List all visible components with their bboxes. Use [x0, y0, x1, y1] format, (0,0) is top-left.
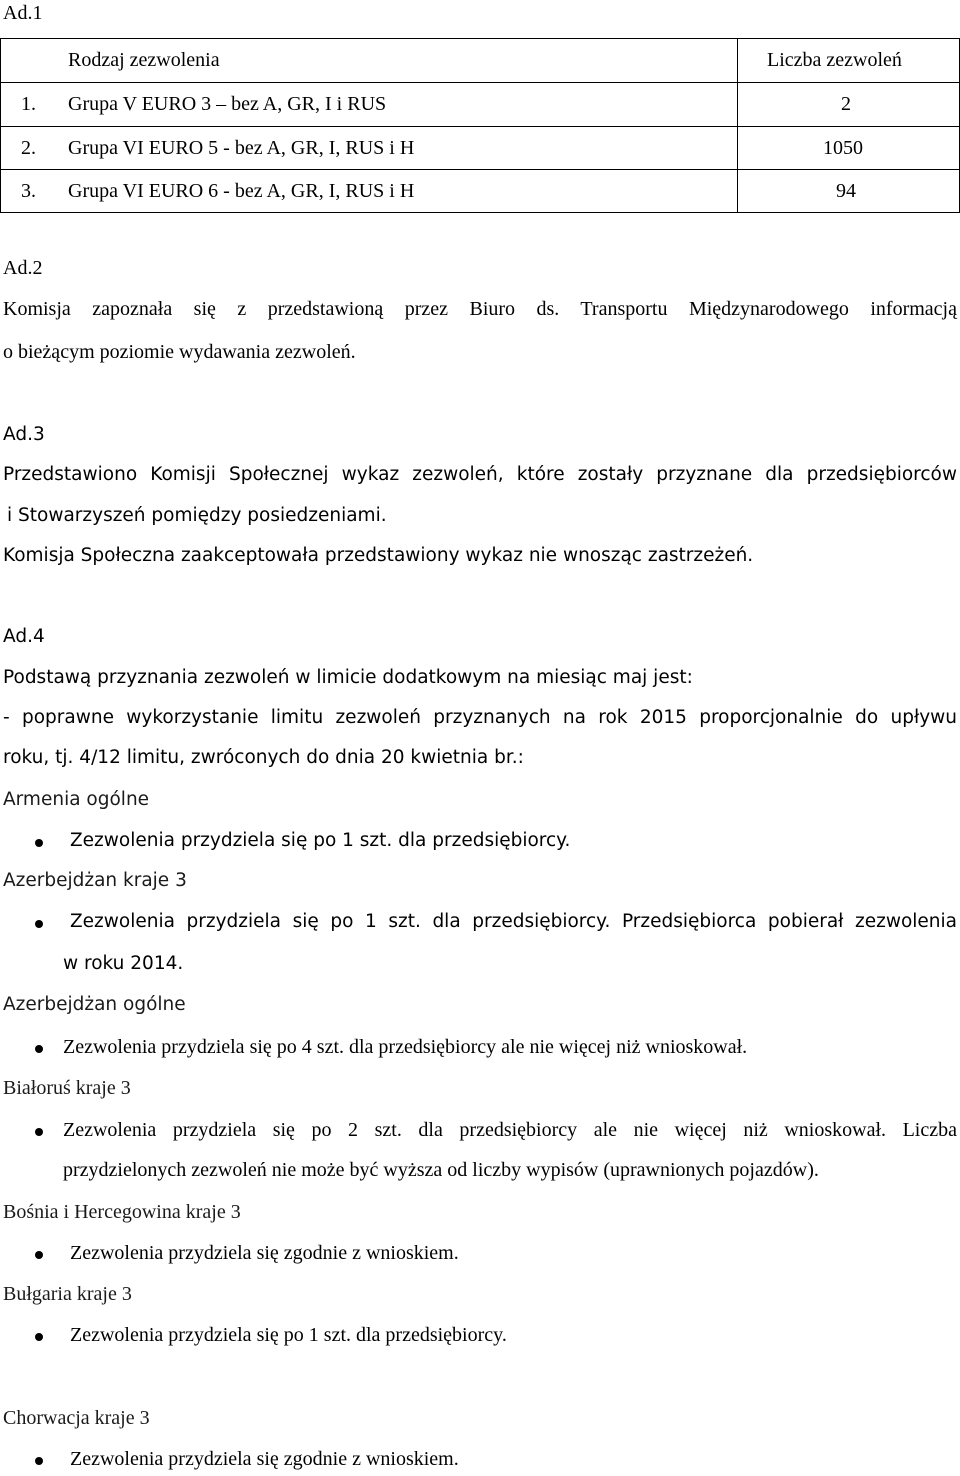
- table-header-count: Liczba zezwoleń: [767, 49, 902, 71]
- ad3-text-line2: i Stowarzyszeń pomiędzy posiedzeniami.: [7, 505, 387, 526]
- ad4-intro: Podstawą przyznania zezwoleń w limicie dodatkowym na miesiąc maj jest:: [3, 667, 693, 688]
- section-line: przydzielonych zezwoleń nie może być wyższa od liczby wypisów (uprawnionych pojazdów).: [63, 1159, 819, 1181]
- bullet-icon: [35, 1333, 43, 1341]
- ad2-title: Ad.2: [3, 257, 43, 279]
- section-heading-bosnia: Bośnia i Hercegowina kraje 3: [3, 1201, 241, 1223]
- section-heading-azerbaijan-general: Azerbejdżan ogólne: [3, 994, 186, 1015]
- row-type: Grupa V EURO 3 – bez A, GR, I i RUS: [68, 93, 387, 115]
- bullet-icon: [35, 1251, 43, 1259]
- section-line: Zezwolenia przydziela się po 4 szt. dla przedsiębiorcy ale nie więcej niż wnioskował.: [63, 1036, 748, 1058]
- section-heading-bulgaria: Bułgaria kraje 3: [3, 1283, 132, 1305]
- section-heading-azerbaijan-3: Azerbejdżan kraje 3: [3, 870, 187, 891]
- section-line: w roku 2014.: [63, 953, 184, 974]
- section-line: Zezwolenia przydziela się po 1 szt. dla przedsiębiorcy.: [70, 1324, 507, 1346]
- row-number: 1.: [21, 93, 36, 115]
- row-count: 94: [836, 180, 856, 202]
- permits-table: [0, 38, 960, 213]
- ad2-text-line1: Komisja zapoznała się z przedstawioną przez Biuro ds. Transportu Międzynarodowego informacją: [3, 298, 957, 320]
- ad3-text-line3: Komisja Społeczna zaakceptowała przedstawiony wykaz nie wnosząc zastrzeżeń.: [3, 545, 754, 566]
- ad4-rule-line2: roku, tj. 4/12 limitu, zwróconych do dnia 20 kwietnia br.:: [3, 747, 524, 768]
- ad4-rule-line1: - poprawne wykorzystanie limitu zezwoleń przyznanych na rok 2015 proporcjonalnie do upływu: [3, 707, 957, 728]
- row-type: Grupa VI EURO 5 - bez A, GR, I, RUS i H: [68, 137, 415, 159]
- ad2-text-line2: o bieżącym poziomie wydawania zezwoleń.: [3, 341, 356, 363]
- ad3-title: Ad.3: [3, 424, 45, 445]
- bullet-icon: [35, 839, 43, 847]
- bullet-icon: [35, 920, 43, 928]
- section-heading-armenia: Armenia ogólne: [3, 789, 150, 810]
- bullet-icon: [35, 1045, 43, 1053]
- section-line: Zezwolenia przydziela się po 2 szt. dla przedsiębiorcy ale nie więcej niż wnioskował. Liczba: [63, 1119, 957, 1141]
- row-count: 2: [841, 93, 851, 115]
- ad4-title: Ad.4: [3, 626, 45, 647]
- section-line: Zezwolenia przydziela się zgodnie z wnioskiem.: [70, 1242, 459, 1264]
- ad1-title: Ad.1: [3, 2, 43, 24]
- row-count: 1050: [823, 137, 863, 159]
- section-line: Zezwolenia przydziela się po 1 szt. dla przedsiębiorcy.: [70, 830, 571, 851]
- section-heading-belarus: Białoruś kraje 3: [3, 1077, 131, 1099]
- row-number: 2.: [21, 137, 36, 159]
- bullet-icon: [35, 1457, 43, 1465]
- section-line: Zezwolenia przydziela się po 1 szt. dla przedsiębiorcy. Przedsiębiorca pobierał zezwolenia: [70, 911, 957, 932]
- ad3-text-line1: Przedstawiono Komisji Społecznej wykaz zezwoleń, które zostały przyznane dla przedsiębiorców: [3, 464, 957, 485]
- section-line: Zezwolenia przydziela się zgodnie z wnioskiem.: [70, 1448, 459, 1470]
- row-number: 3.: [21, 180, 36, 202]
- bullet-icon: [35, 1128, 43, 1136]
- section-heading-croatia: Chorwacja kraje 3: [3, 1407, 150, 1429]
- table-header-type: Rodzaj zezwolenia: [68, 49, 220, 71]
- row-type: Grupa VI EURO 6 - bez A, GR, I, RUS i H: [68, 180, 415, 202]
